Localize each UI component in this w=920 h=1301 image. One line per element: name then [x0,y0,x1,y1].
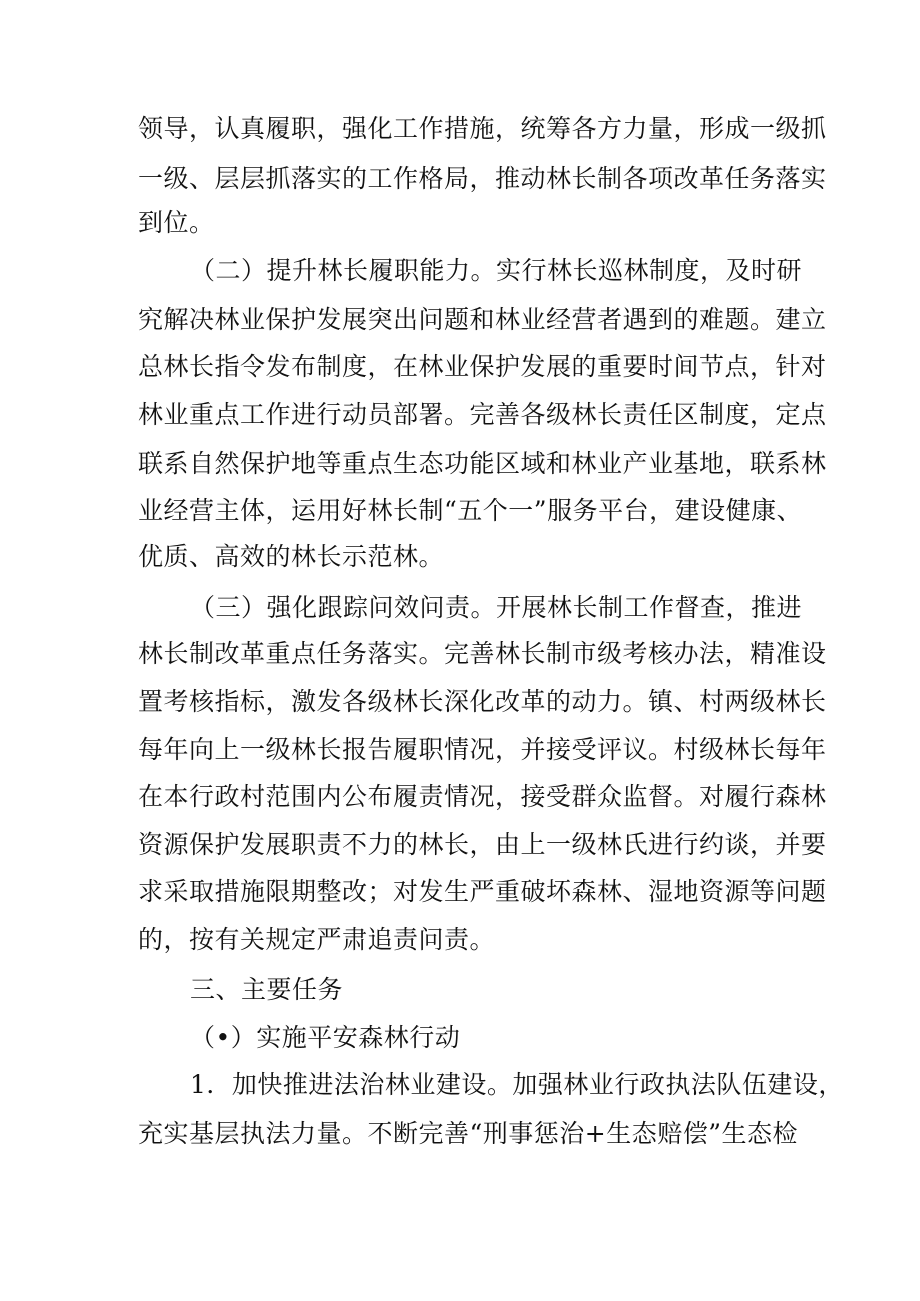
paragraph-line: 联系自然保护地等重点生态功能区域和林业产业基地，联系林 [138,449,827,478]
numbered-item-line: 1．加快推进法治林业建设。加强林业行政执法队伍建设， [190,1070,844,1099]
section-heading-line: （二）提升林长履职能力。实行林长巡林制度，及时研 [190,256,803,285]
paragraph-line: 求采取措施限期整改；对发生严重破坏森林、湿地资源等问题 [138,877,827,906]
paragraph-line: 充实基层执法力量。不断完善“刑事惩治+生态赔偿”生态检 [138,1119,799,1148]
paragraph-line: 每年向上一级林长报告履职情况，并接受评议。村级林长每年 [138,735,827,764]
paragraph-line: 林业重点工作进行动员部署。完善各级林长责任区制度，定点 [138,400,827,429]
section-heading-line: （三）强化跟踪问效问责。开展林长制工作督查，推进 [190,593,803,622]
paragraph-line: 到位。 [138,208,215,237]
chapter-heading: 三、主要任务 [190,975,344,1004]
paragraph-line: 一级、层层抓落实的工作格局，推动林长制各项改革任务落实 [138,164,827,193]
paragraph-line: 资源保护发展职责不力的林长，由上一级林氏进行约谈，并要 [138,830,827,859]
paragraph-line: 总林长指令发布制度，在林业保护发展的重要时间节点，针对 [138,352,827,381]
paragraph-line: 在本行政村范围内公布履责情况，接受群众监督。对履行森林 [138,782,827,811]
paragraph-line: 领导，认真履职，强化工作措施，统筹各方力量，形成一级抓 [138,114,827,143]
paragraph-line: 林长制改革重点任务落实。完善林长制市级考核办法，精准设 [138,639,827,668]
subsection-heading: （•）实施平安森林行动 [190,1023,461,1052]
paragraph-line: 置考核指标，激发各级林长深化改革的动力。镇、村两级林长 [138,687,827,716]
paragraph-line: 究解决林业保护发展突出问题和林业经营者遇到的难题。建立 [138,305,827,334]
paragraph-line: 的，按有关规定严肃追责问责。 [138,925,496,954]
paragraph-line: 优质、高效的林长示范林。 [138,542,445,571]
paragraph-line: 业经营主体，运用好林长制“五个一”服务平台，建设健康、 [138,496,803,525]
